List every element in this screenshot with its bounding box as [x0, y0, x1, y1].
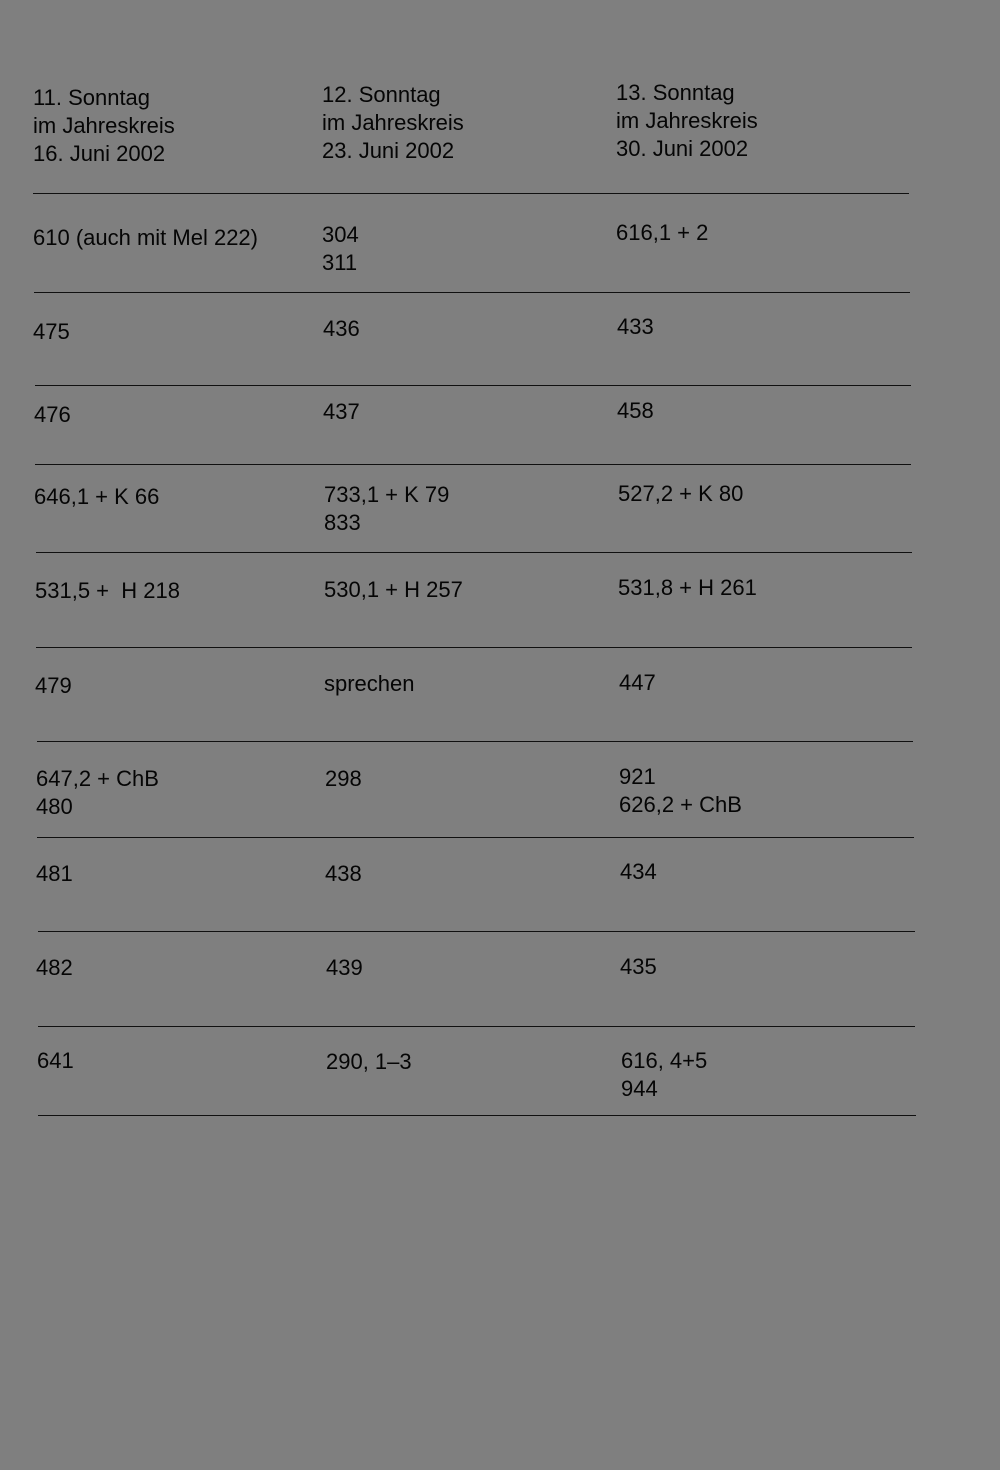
header-column-3 — [616, 79, 758, 163]
header-column-1 — [33, 84, 175, 168]
header-title: 11. Sonntag — [33, 85, 151, 110]
table-cell: 646,1 + K 66 — [34, 484, 160, 509]
table-cell: 641 — [37, 1048, 74, 1073]
table-cell: 921 626,2 + ChB — [619, 764, 742, 817]
divider-line — [36, 552, 912, 553]
table-cell: 531,5 + H 218 — [35, 578, 180, 603]
table-cell: 527,2 + K 80 — [618, 481, 744, 506]
header-date: 16. Juni 2002 — [33, 141, 166, 166]
divider-line — [36, 647, 912, 648]
header-title: 12. Sonntag — [322, 82, 441, 107]
table-cell: 479 — [35, 673, 72, 698]
divider-line — [37, 837, 914, 838]
table-cell: 733,1 + K 79 833 — [324, 482, 450, 535]
table-cell: 616,1 + 2 — [616, 220, 709, 245]
table-cell: 530,1 + H 257 — [324, 577, 463, 602]
table-cell: 531,8 + H 261 — [618, 575, 757, 600]
header-subtitle: im Jahreskreis — [616, 108, 758, 133]
table-cell: 438 — [325, 861, 362, 886]
divider-line — [33, 193, 909, 194]
table-cell: 433 — [617, 314, 654, 339]
table-cell: 447 — [619, 670, 656, 695]
table-cell: 434 — [620, 859, 657, 884]
table-cell: 436 — [323, 316, 360, 341]
table-cell: 647,2 + ChB 480 — [36, 766, 159, 819]
divider-line — [38, 1026, 915, 1027]
table-cell: 482 — [36, 955, 73, 980]
table-cell: 290, 1–3 — [326, 1049, 412, 1074]
header-subtitle: im Jahreskreis — [322, 110, 464, 135]
table-cell: 437 — [323, 399, 360, 424]
table-cell: 458 — [617, 398, 654, 423]
table-cell: 298 — [325, 766, 362, 791]
header-column-2 — [322, 81, 464, 165]
table-header — [0, 0, 1000, 190]
divider-line — [34, 292, 910, 293]
header-date: 30. Juni 2002 — [616, 136, 749, 161]
divider-line — [35, 385, 911, 386]
table-cell: 616, 4+5 944 — [621, 1048, 708, 1101]
divider-line — [38, 931, 915, 932]
table-cell: 610 (auch mit Mel 222) — [33, 225, 258, 250]
header-subtitle: im Jahreskreis — [33, 113, 175, 138]
divider-line — [37, 741, 913, 742]
divider-line — [35, 464, 911, 465]
table-cell: 476 — [34, 402, 71, 427]
table-cell: 304 311 — [322, 222, 359, 275]
header-title: 13. Sonntag — [616, 80, 735, 105]
divider-line — [38, 1115, 916, 1116]
header-date: 23. Juni 2002 — [322, 138, 455, 163]
table-cell: 481 — [36, 861, 73, 886]
table-cell: 475 — [33, 319, 70, 344]
table-cell: 435 — [620, 954, 657, 979]
table-cell: 439 — [326, 955, 363, 980]
table-cell: sprechen — [324, 671, 415, 696]
